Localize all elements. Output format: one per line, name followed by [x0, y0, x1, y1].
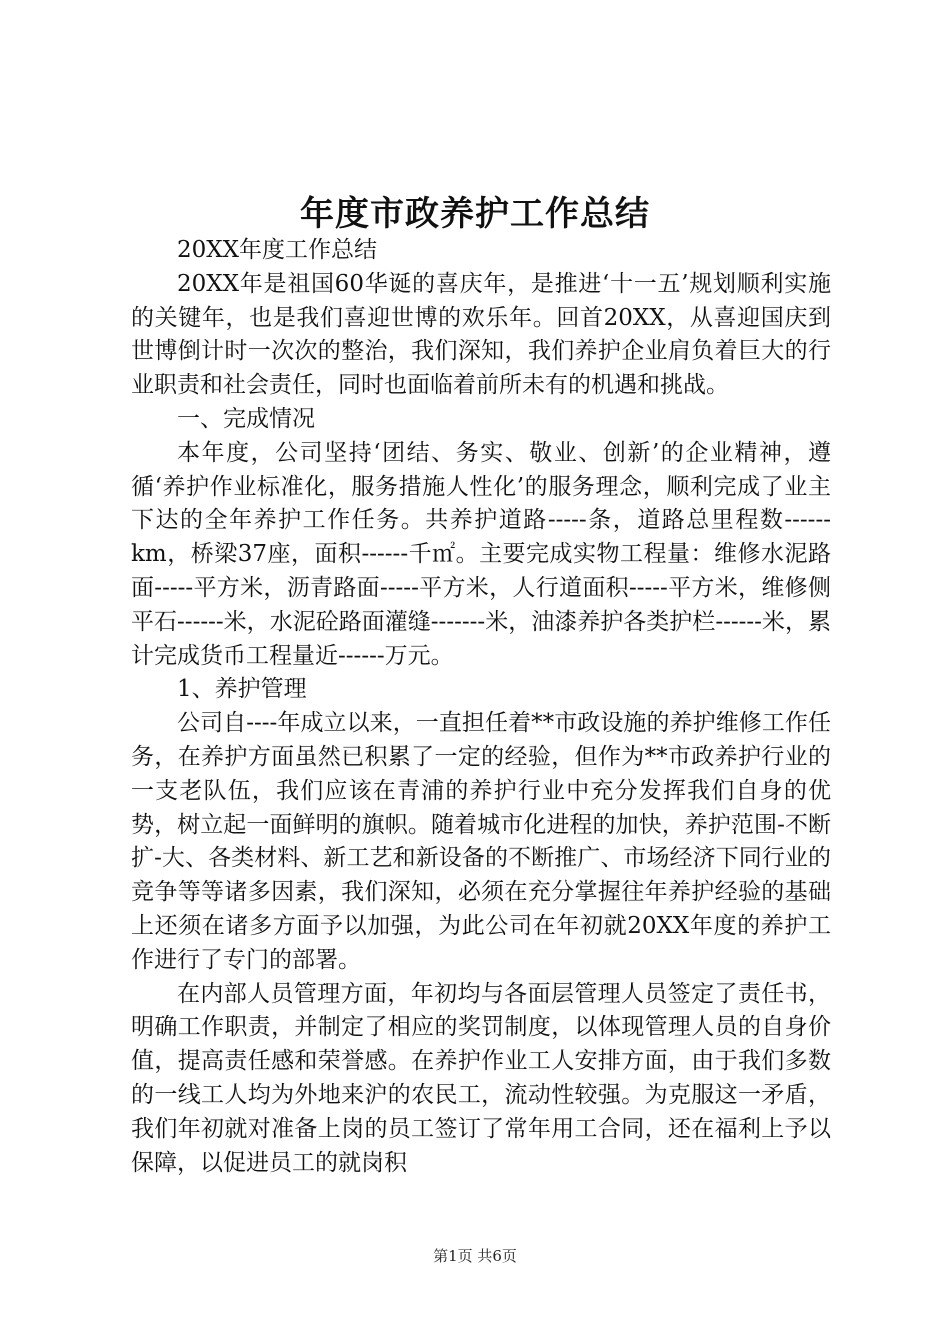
paragraph-maintenance: 公司自----年成立以来，一直担任着**市政设施的养护维修工作任务，在养护方面虽然已积累了一定的经验，但作为**市政养护行业的一支老队伍，我们应该在青浦的养护行业中充分发挥我们自身的优势，树立起一面鲜明的旗帜。随着城市化进程的加快，养护范围-不断扩-大、各类材料、新工艺和新设备的不断推广、市场经济下同行业的竞争等等诸多因素，我们深知，必须在充分掌握往年养护经验的基础上还须在诸多方面予以加强，为此公司在年初就20XX年度的养护工作进行了专门的部署。	[131, 710, 831, 973]
page-footer: 第1页 共6页	[433, 1247, 517, 1265]
section-heading-completion: 一、完成情况	[177, 405, 315, 432]
document-title: 年度市政养护工作总结	[300, 194, 650, 234]
paragraph-subtitle: 20XX年度工作总结	[177, 237, 378, 263]
paragraph-personnel: 在内部人员管理方面，年初均与各面层管理人员签定了责任书，明确工作职责，并制定了相应的奖罚制度，以体现管理人员的自身价值，提高责任感和荣誉感。在养护作业工人安排方面，由于我们多数的一线工人均为外地来沪的农民工，流动性较强。为克服这一矛盾，我们年初就对准备上岗的员工签订了常年用工合同，还在福利上予以保障，以促进员工的就岗积	[131, 980, 831, 1176]
section-heading-maintenance: 1、养护管理	[177, 676, 307, 703]
paragraph-completion: 本年度，公司坚持‘团结、务实、敬业、创新’的企业精神，遵循‘养护作业标准化，服务措施人性化’的服务理念，顺利完成了业主下达的全年养护工作任务。共养护道路-----条，道路总里程数------km，桥梁37座，面积------千㎡。主要完成实物工程量：维修水泥路面-----平方米，沥青路面-----平方米，人行道面积-----平方米，维修侧平石------米，水泥砼路面灌缝-------米，油漆养护各类护栏------米，累计完成货币工程量近------万元。	[131, 439, 831, 669]
document-body	[131, 234, 831, 1180]
paragraph-intro: 20XX年是祖国60华诞的喜庆年，是推进‘十一五’规划顺利实施的关键年，也是我们喜迎世博的欢乐年。回首20XX，从喜迎国庆到世博倒计时一次次的整治，我们深知，我们养护企业肩负着巨大的行业职责和社会责任，同时也面临着前所未有的机遇和挑战。	[131, 270, 831, 399]
